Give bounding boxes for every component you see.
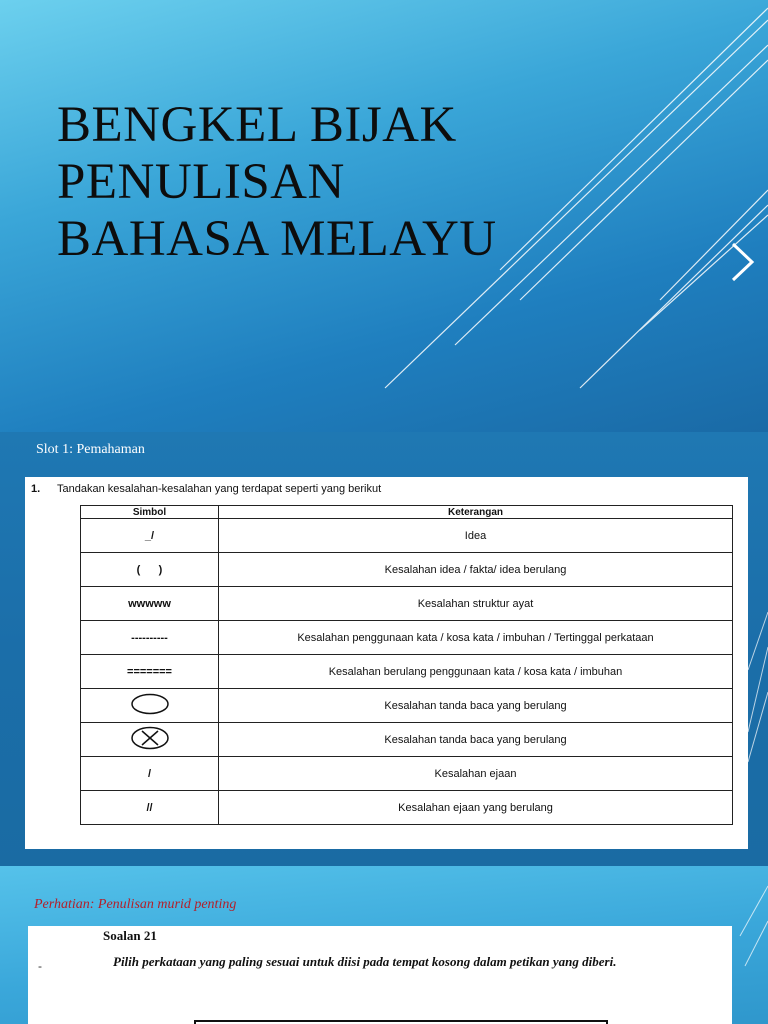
table-row (81, 587, 733, 621)
question-slide (0, 866, 768, 1024)
description-cell: Kesalahan berulang penggunaan kata / kosa kata / imbuhan (219, 655, 733, 689)
chevron-right-icon (733, 244, 752, 280)
title-line-3: BAHASA MELAYU (57, 211, 497, 267)
title-line-2: PENULISAN (57, 154, 345, 210)
symbol-cell: // (81, 791, 219, 825)
slot-caption: Slot 1: Pemahaman (36, 442, 145, 457)
table-row (81, 621, 733, 655)
symbol-cell: ( ) (81, 553, 219, 587)
symbol-cell: wwwww (81, 587, 219, 621)
header-simbol: Simbol (81, 506, 219, 519)
title-line-1: BENGKEL BIJAK (57, 97, 457, 153)
table-row (81, 655, 733, 689)
description-cell: Kesalahan tanda baca yang berulang (219, 723, 733, 757)
question-text: Tandakan kesalahan-kesalahan yang terdapat seperti yang berikut (57, 483, 382, 495)
header-keterangan: Keterangan (219, 506, 733, 519)
circled-x-icon (130, 726, 170, 750)
table-row (81, 519, 733, 553)
question-heading: Soalan 21 (103, 928, 157, 943)
table-header-row (81, 506, 733, 519)
passage-box (194, 1020, 608, 1024)
table-row (81, 553, 733, 587)
description-cell: Idea (219, 519, 733, 553)
slide-title (57, 97, 497, 268)
question-instruction: Pilih perkataan yang paling sesuai untuk diisi pada tempat kosong dalam petikan yang diberi. (113, 954, 617, 969)
scanned-worksheet (25, 477, 748, 849)
description-cell: Kesalahan struktur ayat (219, 587, 733, 621)
table-row (81, 689, 733, 723)
symbol-cell: _/ (81, 519, 219, 553)
symbol-table (80, 505, 733, 825)
attention-note: Perhatian: Penulisan murid penting (34, 897, 237, 912)
symbol-table-slide (0, 432, 768, 866)
symbol-cell: ---------- (81, 621, 219, 655)
table-row (81, 723, 733, 757)
symbol-cell: / (81, 757, 219, 791)
question-line (31, 483, 381, 495)
table-row (81, 791, 733, 825)
description-cell: Kesalahan ejaan yang berulang (219, 791, 733, 825)
symbol-cell: ======= (81, 655, 219, 689)
description-cell: Kesalahan tanda baca yang berulang (219, 689, 733, 723)
symbol-cell (81, 723, 219, 757)
circle-icon (130, 693, 170, 715)
question-number: 1. (31, 483, 41, 495)
description-cell: Kesalahan ejaan (219, 757, 733, 791)
table-row (81, 757, 733, 791)
description-cell: Kesalahan idea / fakta/ idea berulang (219, 553, 733, 587)
scanned-question (28, 926, 732, 1024)
bullet-dash: - (38, 959, 42, 973)
description-cell: Kesalahan penggunaan kata / kosa kata / imbuhan / Tertinggal perkataan (219, 621, 733, 655)
title-slide (0, 0, 768, 432)
symbol-cell (81, 689, 219, 723)
